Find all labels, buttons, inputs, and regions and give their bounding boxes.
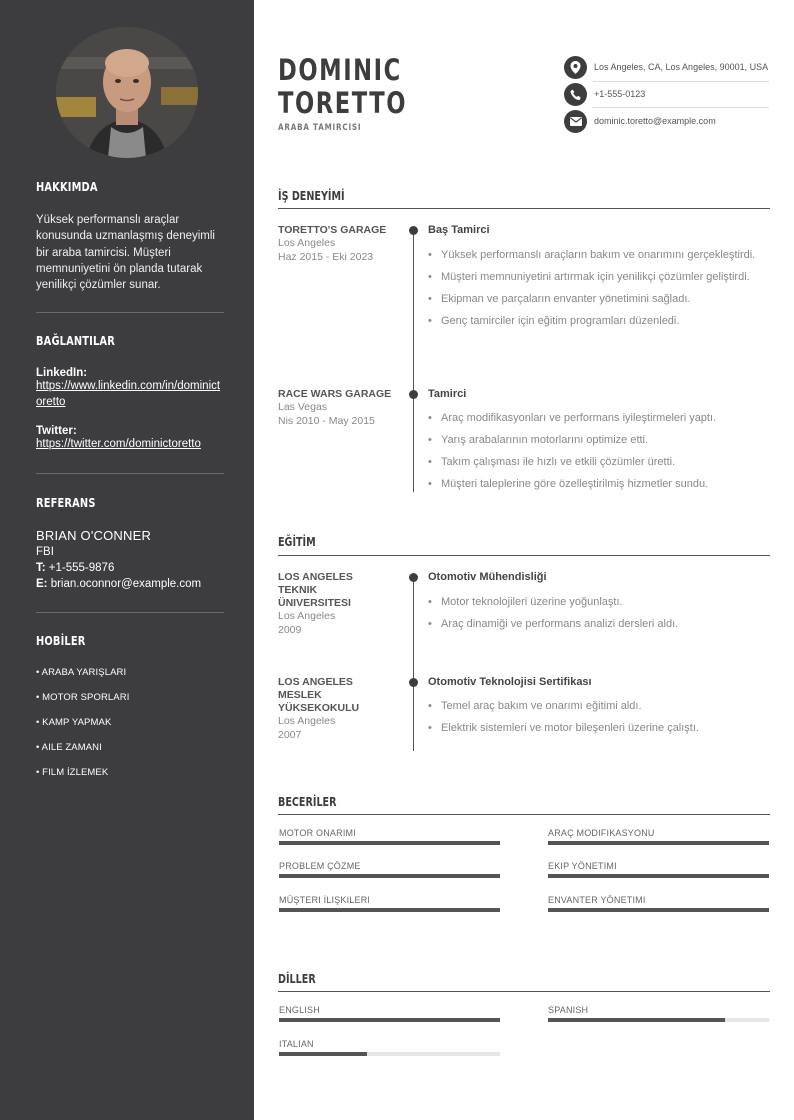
language-fill [548,1018,725,1022]
graduation-year: 2007 [278,728,302,741]
languages-heading: DİLLER [278,972,316,986]
skill-track [279,841,500,845]
last-name: TORETTO [278,86,408,120]
reference-block [36,528,224,592]
school-name-line: MESLEK [278,689,322,701]
skill-name: PROBLEM ÇÖZME [279,861,361,871]
bullet-item: • Müşteri memnuniyetini artırmak için yenilikçi çözümler geliştirdi. [428,270,768,285]
divider [593,107,769,108]
skill-name: MÜŞTERI İLIŞKILERI [279,895,371,905]
skill-track [548,874,769,878]
skill-fill [279,908,500,912]
language-bar [279,1039,500,1049]
reference-company: FBI [36,546,54,558]
job-bullets [428,411,768,499]
twitter-label: Twitter: [36,425,77,437]
reference-phone-line [36,560,224,576]
skill-bar [548,861,769,871]
education-heading: EĞİTİM [278,535,316,549]
language-name: SPANISH [548,1005,589,1015]
about-text: Yüksek performanslı araçlar konusunda uzmanlaşmış deneyimli bir araba tamircisi. Müşteri memnuniyetini ön planda tutarak yenilikçi çözümler sunar. [36,214,215,292]
bullet-item: • Müşteri taleplerine göre özelleştirilmiş hizmetler sundu. [428,477,768,492]
contact-address-row [564,56,769,79]
skill-bar [279,895,500,905]
section-rule [278,555,770,556]
skills-heading: BECERİLER [278,795,337,809]
school-name-line: ÜNIVERSITESI [278,597,351,609]
skill-name: MOTOR ONARIMI [279,828,356,838]
skill-track [279,908,500,912]
school-location: Los Angeles [278,610,336,622]
profile-photo [56,27,198,158]
timeline-dot [409,390,418,399]
company-location: Las Vegas [278,401,328,413]
experience-entry-info [278,224,398,264]
hobby-item: • ARABA YARIŞLARI [36,667,127,678]
divider [36,612,224,613]
graduation-year: 2009 [278,623,302,636]
skill-track [279,874,500,878]
school-name-line: TEKNIK [278,584,318,596]
skill-fill [279,841,500,845]
skill-fill [279,874,500,878]
twitter-link[interactable]: https://twitter.com/dominictoretto [36,438,201,450]
reference-heading: REFERANS [36,496,96,510]
school-name-line: LOS ANGELES [278,676,353,688]
job-title: ARABA TAMIRCISI [278,123,362,133]
reference-email: brian.oconnor@example.com [50,578,202,590]
timeline-dot [409,226,418,235]
links-heading: BAĞLANTILAR [36,334,115,348]
divider [36,473,224,474]
job-bullets [428,248,768,336]
bullet-item: • Temel araç bakım ve onarımı eğitimi aldı. [428,699,768,714]
reference-name: BRIAN O'CONNER [36,528,152,543]
skill-name: ENVANTER YÖNETIMI [548,895,646,905]
language-name: ITALIAN [279,1039,314,1049]
contact-phone: +1-555-0123 [594,89,646,99]
contact-email-row [564,110,769,133]
bullet-item: • Araç modifikasyonları ve performans iyileştirmeleri yaptı. [428,411,768,426]
degree-name: Otomotiv Mühendisliği [428,571,547,583]
reference-phone-label: T: [36,562,46,574]
skill-fill [548,908,769,912]
employment-dates: Nis 2010 - May 2015 [278,414,375,427]
skill-track [548,841,769,845]
hobby-item: • KAMP YAPMAK [36,717,112,728]
language-track [548,1018,769,1022]
company-name: TORETTO'S GARAGE [278,224,387,236]
language-fill [279,1052,367,1056]
company-name: RACE WARS GARAGE [278,388,392,400]
linkedin-link-block [36,367,224,410]
language-name: ENGLISH [279,1005,320,1015]
timeline-line [413,577,414,751]
skill-name: EKIP YÖNETIMI [548,861,617,871]
skill-bar [279,828,500,838]
hobby-item: • AILE ZAMANI [36,742,102,753]
timeline-dot [409,678,418,687]
hobby-item: • MOTOR SPORLARI [36,692,130,703]
language-fill [279,1018,500,1022]
skill-fill [548,841,769,845]
links-section [36,334,224,348]
section-rule [278,991,770,992]
contact-address: Los Angeles, CA, Los Angeles, 90001, USA [594,62,769,72]
education-bullets [428,595,768,639]
hobby-item: • FILM İZLEMEK [36,767,109,778]
school-name-line: YÜKSEKOKULU [278,702,360,714]
degree-name: Otomotiv Teknolojisi Sertifikası [428,676,592,688]
language-bar [548,1005,769,1015]
person-portrait-icon [56,27,198,158]
company-location: Los Angeles [278,237,336,249]
language-track [279,1018,500,1022]
language-track [279,1052,500,1056]
skill-bar [279,861,500,871]
linkedin-link[interactable]: https://www.linkedin.com/in/dominictoretto [36,380,221,408]
first-name: DOMINIC [278,53,402,87]
contact-email: dominic.toretto@example.com [594,116,716,126]
location-pin-icon [564,56,587,79]
education-entry-info [278,676,398,742]
bullet-item: • Yarış arabalarının motorlarını optimize etti. [428,433,768,448]
divider [593,81,769,82]
education-entry-info [278,571,398,637]
about-section [36,180,224,194]
hobbies-section [36,634,224,648]
timeline-dot [409,573,418,582]
about-heading: HAKKIMDA [36,180,98,194]
section-rule [278,208,770,209]
skill-fill [548,874,769,878]
experience-heading: İŞ DENEYİMİ [278,189,345,203]
skill-name: ARAÇ MODIFIKASYONU [548,828,655,838]
reference-phone: +1-555-9876 [48,562,115,574]
language-bar [279,1005,500,1015]
bullet-item: • Genç tamirciler için eğitim programları düzenledi. [428,314,768,329]
person-name [278,54,407,120]
email-icon [564,110,587,133]
bullet-item: • Elektrik sistemleri ve motor bileşenleri üzerine çalıştı. [428,721,768,736]
timeline-line [413,230,414,492]
skill-bar [548,895,769,905]
reference-email-label: E: [36,578,48,590]
contact-phone-row [564,83,769,106]
phone-icon [564,83,587,106]
bullet-item: • Ekipman ve parçaların envanter yönetimini sağladı. [428,292,768,307]
bullet-item: • Motor teknolojileri üzerine yoğunlaştı. [428,595,768,610]
hobbies-heading: HOBİLER [36,634,86,648]
employment-dates: Haz 2015 - Eki 2023 [278,250,374,263]
job-role: Baş Tamirci [428,224,490,236]
education-bullets [428,699,768,743]
experience-entry-info [278,388,398,428]
bullet-item: • Takım çalışması ile hızlı ve etkili çözümler üretti. [428,455,768,470]
skill-bar [548,828,769,838]
school-location: Los Angeles [278,715,336,727]
bullet-item: • Yüksek performanslı araçların bakım ve onarımını gerçekleştirdi. [428,248,768,263]
skill-track [548,908,769,912]
sidebar [0,0,254,1120]
divider [36,312,224,313]
job-role: Tamirci [428,388,467,400]
reference-email-line [36,576,224,592]
linkedin-label: LinkedIn: [36,367,88,379]
bullet-item: • Araç dinamiği ve performans analizi dersleri aldı. [428,617,768,632]
section-rule [278,814,770,815]
reference-section [36,496,224,510]
school-name-line: LOS ANGELES [278,571,353,583]
twitter-link-block [36,425,224,453]
